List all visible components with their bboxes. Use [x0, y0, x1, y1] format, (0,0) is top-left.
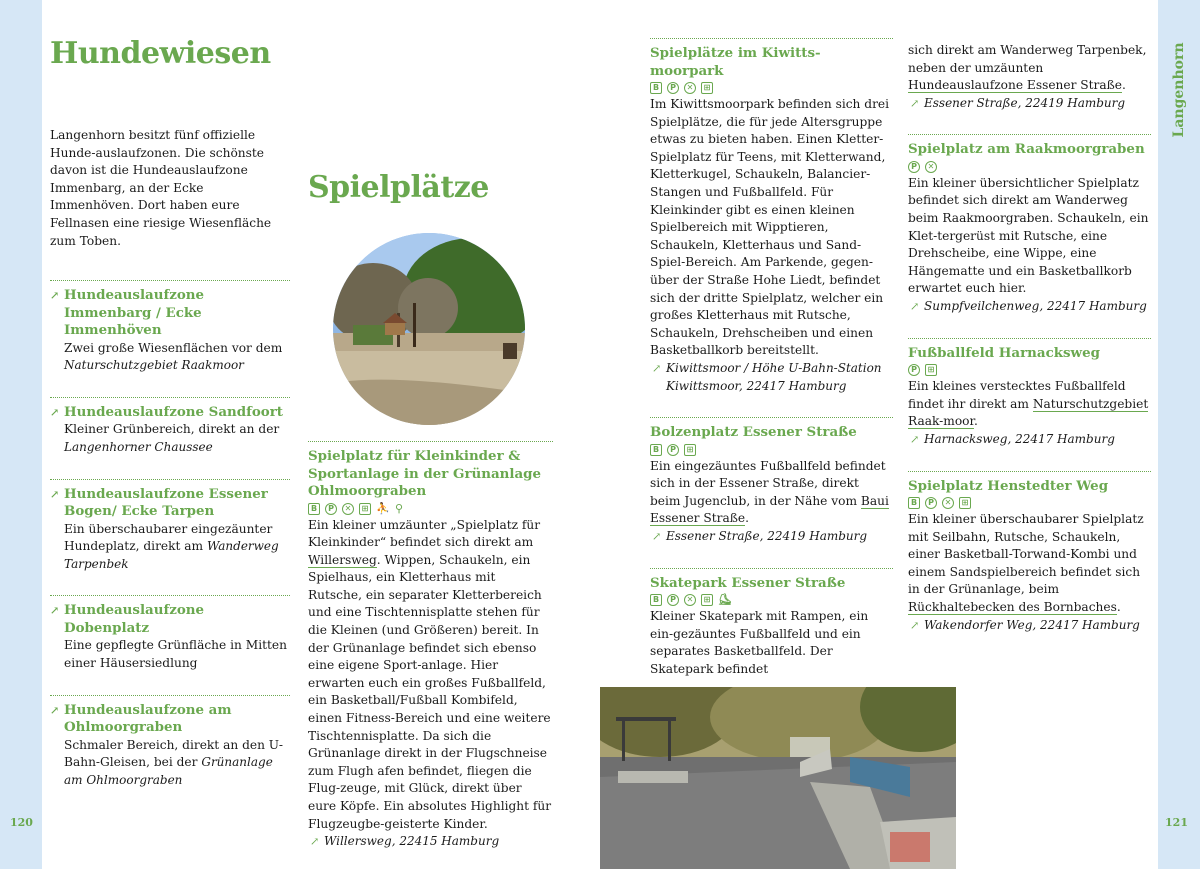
playground-text: Im Kiwittsmoorpark befinden sich drei Spielplätze, die für jede Altersgruppe etwas zu bieten haben. Einen Kletter-Spielplatz für Teens, mit Kletterwand, Kletterkugel, Schaukeln, Balancier-Stangen und Fußballfeld. Für Kleinkinder gibt es einen kleinen Spielbereich mit Wipptieren, Schaukeln, Kletterhaus und Sand-Spiel-Bereich. Am Parkende, gegen-über der Straße Hohe Liedt, befindet sich der dritte Spielplatz, welcher ein großes Kletterhaus mit Rutsche, Schaukeln, Drehscheiben und einen Basketballkorb bereitstellt. [650, 97, 890, 358]
amenity-icons [908, 497, 1151, 509]
dog-zone-text: Eine gepflegte Grünfläche in Mitten einer Häusersiedlung [64, 638, 287, 670]
basketball-icon: ✕ [342, 503, 354, 515]
dog-zone-location: Grünanlage am Ohlmoorgraben [64, 755, 273, 787]
arrow-icon: ↗ [652, 361, 662, 375]
parking-icon: P [667, 444, 679, 456]
parking-icon: P [667, 82, 679, 94]
dog-zone-title: ↗ Hundeauslaufzone Sandfoort [50, 404, 290, 422]
parking-icon: P [667, 594, 679, 606]
playground-address [908, 298, 1151, 316]
playground-text: Ein kleiner übersichtlicher Spielplatz befindet sich direkt am Wanderweg beim Raakmoorgraben. Schaukeln, ein Klet-tergerüst mit Rutsche, eine Drehscheibe, eine Wippe, eine Hängematte und ein Basketballkorb erwartet euch hier. [908, 175, 1149, 296]
address-text: Essener Straße, 22419 Hamburg [666, 528, 868, 543]
parking-icon: P [925, 497, 937, 509]
bus-icon: B [650, 82, 662, 94]
bus-icon: B [650, 594, 662, 606]
basketball-icon: ✕ [942, 497, 954, 509]
page-number-right: 121 [1165, 816, 1188, 829]
playground-text-part: Ein kleiner überschaubarer Spielplatz mit Seilbahn, Rutsche, Schaukeln, einer Basketball-Torwand-Kombi und einem Sandspielbereich befindet sich in der Grünanlage, beim [908, 512, 1144, 597]
football-icon: ⊞ [701, 82, 713, 94]
skatepark-photo [600, 687, 956, 869]
arrow-icon: ↗ [910, 432, 920, 446]
dog-zone-title: ↗ Hundeauslaufzone am Ohlmoorgraben [50, 702, 290, 737]
dog-zone-title: ↗ Hundeauslaufzone Immenbarg / Ecke Immenhöven [50, 287, 290, 340]
amenity-icons [650, 444, 893, 456]
arrow-icon: ↗ [910, 618, 920, 632]
playground-text-part: sich direkt am Wanderweg Tarpenbek, neben der umzäunten [908, 43, 1147, 75]
dog-zone-desc [50, 421, 290, 456]
playground-entry [650, 417, 893, 545]
arrow-icon: ↗ [310, 835, 320, 849]
playground-entry [650, 568, 893, 679]
district-tab [1158, 40, 1200, 140]
playground-address [908, 95, 1151, 113]
hundeauslaufzone-link[interactable]: Hundeauslaufzone Essener Straße [908, 78, 1123, 93]
spielplaetze-title: Spielplätze [308, 170, 489, 205]
address-text: Essener Straße, 22419 Hamburg [924, 95, 1126, 110]
dog-zone-text: Kleiner Grünbereich, direkt an der [64, 422, 280, 437]
playground-entry [908, 471, 1151, 635]
playground-entry [908, 338, 1151, 449]
dog-zone-title: ↗ Hundeauslaufzone Dobenplatz [50, 602, 290, 637]
playground-text-part: . [974, 414, 978, 429]
playground-title: Spielplätze im Kiwitts-moorpark [650, 45, 821, 79]
dog-zone-location: Naturschutzgebiet Raakmoor [64, 358, 244, 373]
left-margin-strip [0, 0, 42, 869]
playground-address [650, 360, 893, 395]
raakmoor-link[interactable]: Naturschutzgebiet Raak-moor [908, 396, 1149, 429]
dog-zone-entry [50, 280, 290, 375]
dog-zone-location: Wanderweg Tarpenbek [64, 539, 279, 571]
playground-text [908, 378, 1151, 431]
amenity-icons [308, 503, 553, 515]
basketball-icon: ✕ [684, 82, 696, 94]
spielplaetze-heading-block [308, 170, 553, 205]
dog-zone-location: Langenhorner Chaussee [64, 439, 213, 454]
parking-icon: P [908, 161, 920, 173]
amenity-icons [908, 161, 1151, 173]
football-icon: ⊞ [359, 503, 371, 515]
parking-icon: P [908, 364, 920, 376]
dog-zone-text: Zwei große Wiesenflächen vor dem [64, 340, 283, 355]
dog-zone-entry [50, 479, 290, 574]
football-icon: ⊞ [684, 444, 696, 456]
football-icon: ⊞ [701, 594, 713, 606]
basketball-icon: ✕ [684, 594, 696, 606]
playground-address [908, 617, 1151, 635]
dog-zone-entry [50, 595, 290, 672]
playground-title: Skatepark Essener Straße [650, 574, 846, 591]
dog-zone-desc [50, 340, 290, 375]
playground-text [308, 517, 553, 834]
rueckhaltebecken-link[interactable]: Rückhaltebecken des Bornbaches [908, 599, 1117, 614]
playground-text-part: Ein eingezäuntes Fußballfeld befindet sich in der Essener Straße, direkt beim Jugenclub, in der Nähe vom [650, 458, 886, 508]
amenity-icons [650, 82, 893, 94]
dog-zone-entry [50, 695, 290, 790]
address-text: Willersweg, 22415 Hamburg [324, 834, 500, 849]
playground-entry [650, 38, 893, 395]
playground-title: Spielplatz am Raakmoorgraben [908, 141, 1145, 158]
dog-zone-title: ↗ Hundeauslaufzone Essener Bogen/ Ecke Tarpen [50, 486, 290, 521]
arrow-icon: ↗ [910, 96, 920, 110]
dog-zone-text: Schmaler Bereich, direkt an den U-Bahn-Gleisen, bei der [64, 737, 283, 770]
baui-link[interactable]: Baui Essener Straße [650, 493, 889, 526]
basketball-icon: ✕ [925, 161, 937, 173]
hundewiesen-intro: Langenhorn besitzt fünf offizielle Hunde-auslaufzonen. Die schönste davon ist die Hundeauslaufzone Immenbarg, an der Ecke Immenhöven. Dort haben eure Fellnasen eine riesige Wiesenfläche zum Toben. [50, 128, 272, 248]
playground-text: Kleiner Skatepark mit Rampen, ein ein-gezäuntes Fußballfeld und ein separates Basketballfeld. Der Skatepark befindet [650, 609, 869, 676]
address-text: Sumpfveilchenweg, 22417 Hamburg [924, 299, 1147, 314]
address-text: Wakendorfer Weg, 22417 Hamburg [924, 617, 1140, 632]
fitness-icon: ⛹ [376, 501, 390, 515]
playground-text-part: . [745, 511, 749, 526]
parking-icon: P [325, 503, 337, 515]
dog-zone-text: Ein überschaubarer eingezäunter Hundeplatz, direkt am [64, 521, 273, 554]
playground-text-part: Ein kleiner umzäunter „Spielplatz für Kleinkinder“ befindet sich direkt am [308, 517, 541, 550]
playground-text [650, 458, 893, 528]
skatepark-photo-illustration [600, 687, 956, 869]
arrow-icon: ↗ [910, 300, 920, 314]
amenity-icons [908, 364, 1151, 376]
playground-text [908, 511, 1151, 617]
playground-text [908, 42, 1151, 95]
bus-icon: B [650, 444, 662, 456]
playground-title: Fußballfeld Harnacksweg [908, 344, 1100, 361]
playground-entry [308, 441, 553, 851]
arrow-icon: ↗ [652, 529, 662, 543]
dog-zone-desc [50, 521, 290, 574]
address-text: Kiwittsmoor, 22417 Hamburg [666, 378, 847, 393]
football-icon: ⊞ [925, 364, 937, 376]
address-text: Kiwittsmoor / Höhe U-Bahn-Station [666, 360, 882, 375]
skateboard-icon: ⛸ [718, 593, 732, 607]
playground-address [650, 528, 893, 546]
football-icon: ⊞ [959, 497, 971, 509]
district-tab-label: Langenhorn [1171, 42, 1187, 138]
playground-title: Bolzenplatz Essener Straße [650, 424, 857, 441]
dog-zone-entry [50, 397, 290, 457]
hundewiesen-title: Hundewiesen [50, 36, 271, 71]
bus-icon: B [308, 503, 320, 515]
table-tennis-icon: ⚲ [394, 501, 404, 515]
playground-photo-illustration [333, 233, 525, 425]
playground-title: Spielplatz Henstedter Weg [908, 477, 1109, 494]
playground-text-part: . [1116, 599, 1121, 614]
column-three [650, 38, 893, 678]
dog-zone-desc [50, 637, 290, 672]
playground-photo [333, 233, 525, 425]
willersweg-link[interactable]: Willersweg [308, 552, 377, 567]
page-number-left: 120 [10, 816, 33, 829]
spielplatz-ohlmoorgraben [308, 441, 553, 851]
playground-entry [908, 134, 1151, 315]
hundewiesen-column [50, 36, 290, 789]
skatepark-continued [908, 42, 1151, 112]
column-four [908, 42, 1151, 634]
playground-text-part: Ein kleines verstecktes Fußballfeld findet ihr direkt am [908, 379, 1126, 411]
dog-zone-desc [50, 737, 290, 790]
address-text: Harnacksweg, 22417 Hamburg [924, 431, 1115, 446]
playground-address [908, 431, 1151, 449]
amenity-icons [650, 594, 893, 606]
playground-title: Spielplatz für Kleinkinder & Sportanlage in der Grünanlage Ohlmoorgraben [308, 448, 542, 499]
playground-address [308, 833, 553, 851]
bus-icon: B [908, 497, 920, 509]
playground-text-part: . [1122, 78, 1126, 93]
playground-text-part: . Wippen, Schaukeln, ein Spielhaus, ein Kletterhaus mit Rutsche, ein separater Kletterbereich und eine Tischtennisplatte stehen für die Kleinen (und Größeren) bereit. In der Grünanlage befindet sich ebenso eine eigene Sport-anlage. Hier erwarten euch ein großes Fußballfeld, ein Basketball/Fußball Kombifeld, einen Fitness-Bereich und eine weitere Tischtennisplatte. Da sich die Grünanlage direkt in der Flugschneise zum Flugh afen befindet, fliegen die Flug-zeuge, mit Glück, direkt über eure Köpfe. Ein absolutes Highlight für Flugzeugbe-geisterte Kinder. [308, 552, 552, 831]
